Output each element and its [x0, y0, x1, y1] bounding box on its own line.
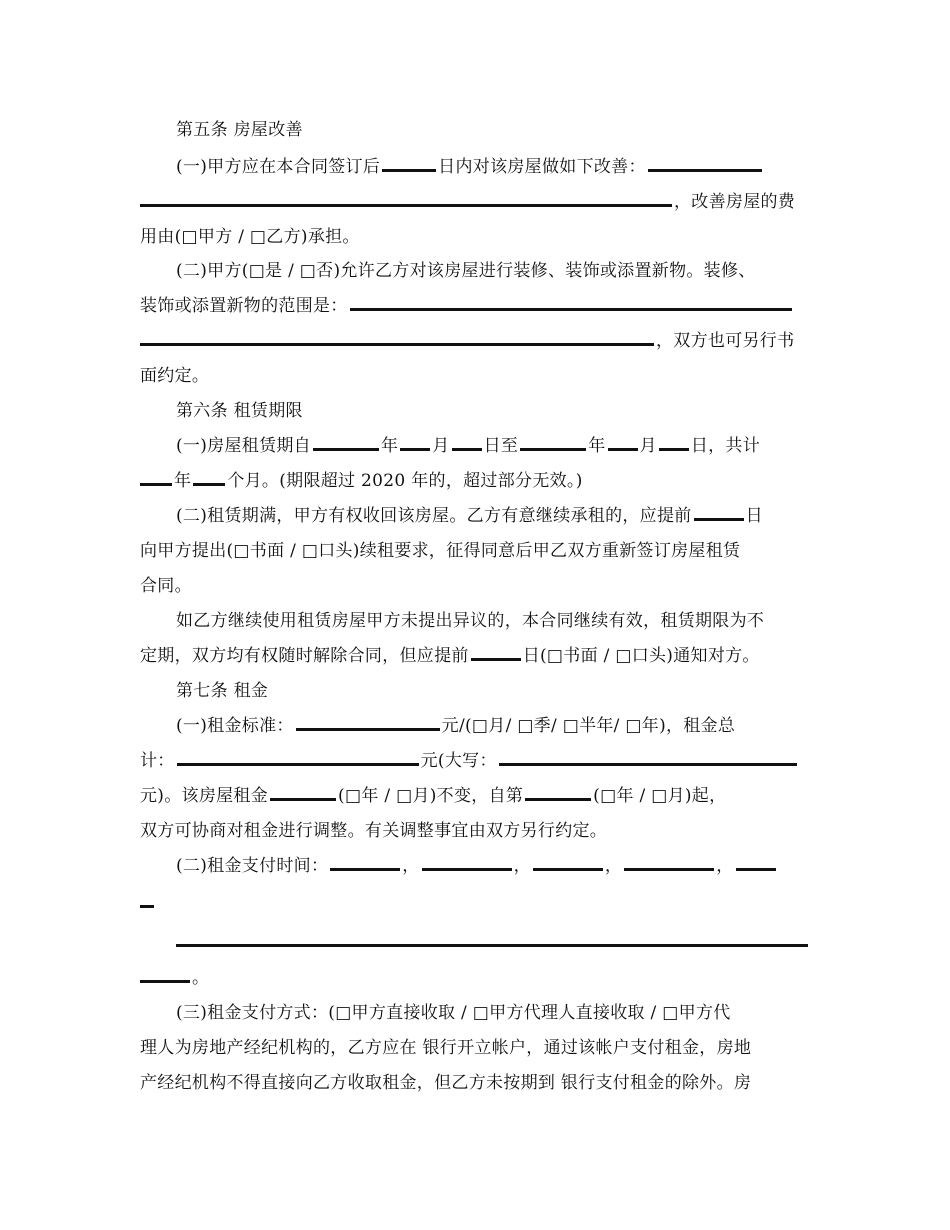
section7-heading: 第七条 租金: [176, 681, 269, 701]
section5-p1-line2: ，改善房屋的费: [140, 189, 812, 215]
start-day-blank[interactable]: [452, 444, 482, 451]
payment-time-blank-1[interactable]: [330, 864, 400, 871]
payment-time-blank-4[interactable]: [624, 864, 714, 871]
section7-p1-line3: 元)。该房屋租金 (□年 / □月)不变，自第 (□年 / □月)起，: [140, 786, 727, 806]
section7-p1-line1: (一)租金标准： 元/(□月/ □季/ □半年/ □年)，租金总: [176, 716, 736, 736]
start-year-blank[interactable]: [313, 444, 379, 451]
renewal-days-blank[interactable]: [694, 514, 744, 521]
rent-standard-blank[interactable]: [296, 724, 440, 731]
start-month-blank[interactable]: [400, 444, 430, 451]
end-month-blank[interactable]: [608, 444, 638, 451]
end-day-blank[interactable]: [659, 444, 689, 451]
section7-p2-line2: [140, 890, 812, 916]
section6-p3-line1: 如乙方继续使用租赁房屋甲方未提出异议的，本合同继续有效，租赁期限为不: [176, 611, 765, 631]
payment-time-blank-6[interactable]: [176, 940, 808, 947]
section7-p2-line3: [176, 929, 812, 955]
improvement-blank-cont[interactable]: [140, 200, 672, 207]
section5-p1-line3: 用由(□甲方 / □乙方)承担。: [140, 227, 360, 247]
section7-p2-line4: 。: [140, 965, 812, 991]
section6-p1-line2: 年 个月。(期限超过 2020 年的，超过部分无效。): [140, 468, 812, 494]
section6-p2-line1: (二)租赁期满，甲方有权收回该房屋。乙方有意继续承租的，应提前 日: [176, 506, 763, 526]
rent-total-blank[interactable]: [177, 759, 419, 766]
decoration-scope-blank[interactable]: [350, 304, 792, 311]
payment-time-blank-3[interactable]: [533, 864, 603, 871]
section6-p1-line1: (一)房屋租赁期自 年 月 日至 年 月 日，共计: [176, 436, 761, 456]
end-year-blank[interactable]: [520, 444, 586, 451]
days-blank[interactable]: [382, 165, 436, 172]
section5-p2-line3: ，双方也可另行书: [140, 328, 812, 354]
improvement-blank[interactable]: [648, 165, 762, 172]
section7-p3-line1: (三)租金支付方式：(□甲方直接收取 / □甲方代理人直接收取 / □甲方代: [176, 1003, 731, 1023]
section5-heading: 第五条 房屋改善: [176, 120, 303, 140]
section7-p2-line1: (二)租金支付时间： ， ， ， ，: [176, 853, 812, 879]
section5-p2-line4: 面约定。: [140, 366, 210, 386]
rent-total-words-blank[interactable]: [499, 759, 797, 766]
payment-time-blank-5[interactable]: [736, 864, 776, 871]
total-months-blank[interactable]: [193, 479, 225, 486]
rent-fixed-period-blank[interactable]: [270, 794, 336, 801]
section5-p2-line1: (二)甲方(□是 / □否)允许乙方对该房屋进行装修、装饰或添置新物。装修、: [176, 261, 756, 281]
section6-p3-line2: 定期，双方均有权随时解除合同，但应提前 日(□书面 / □口头)通知对方。: [140, 646, 760, 666]
termination-notice-days-blank[interactable]: [471, 654, 521, 661]
section7-p3-line3: 产经纪机构不得直接向乙方收取租金，但乙方未按期到 银行支付租金的除外。房: [140, 1073, 752, 1093]
payment-time-blank-5-cont[interactable]: [140, 901, 154, 908]
payment-time-blank-6-cont[interactable]: [140, 976, 190, 983]
section6-p2-line3: 合同。: [140, 576, 192, 596]
total-years-blank[interactable]: [140, 479, 172, 486]
section6-p2-line2: 向甲方提出(□书面 / □口头)续租要求，征得同意后甲乙双方重新签订房屋租赁: [140, 541, 741, 561]
section7-p1-line4: 双方可协商对租金进行调整。有关调整事宜由双方另行约定。: [140, 821, 608, 841]
decoration-scope-blank-cont[interactable]: [140, 339, 654, 346]
section7-p1-line2: 计： 元(大写：: [140, 748, 812, 774]
rent-adjust-start-blank[interactable]: [525, 794, 591, 801]
payment-time-blank-2[interactable]: [422, 864, 512, 871]
section7-p3-line2: 理人为房地产经纪机构的，乙方应在 银行开立帐户，通过该帐户支付租金，房地: [140, 1038, 752, 1058]
section5-p1-line1: (一)甲方应在本合同签订后 日内对该房屋做如下改善：: [176, 154, 812, 180]
section6-heading: 第六条 租赁期限: [176, 401, 303, 421]
section5-p2-line2: 装饰或添置新物的范围是：: [140, 293, 812, 319]
